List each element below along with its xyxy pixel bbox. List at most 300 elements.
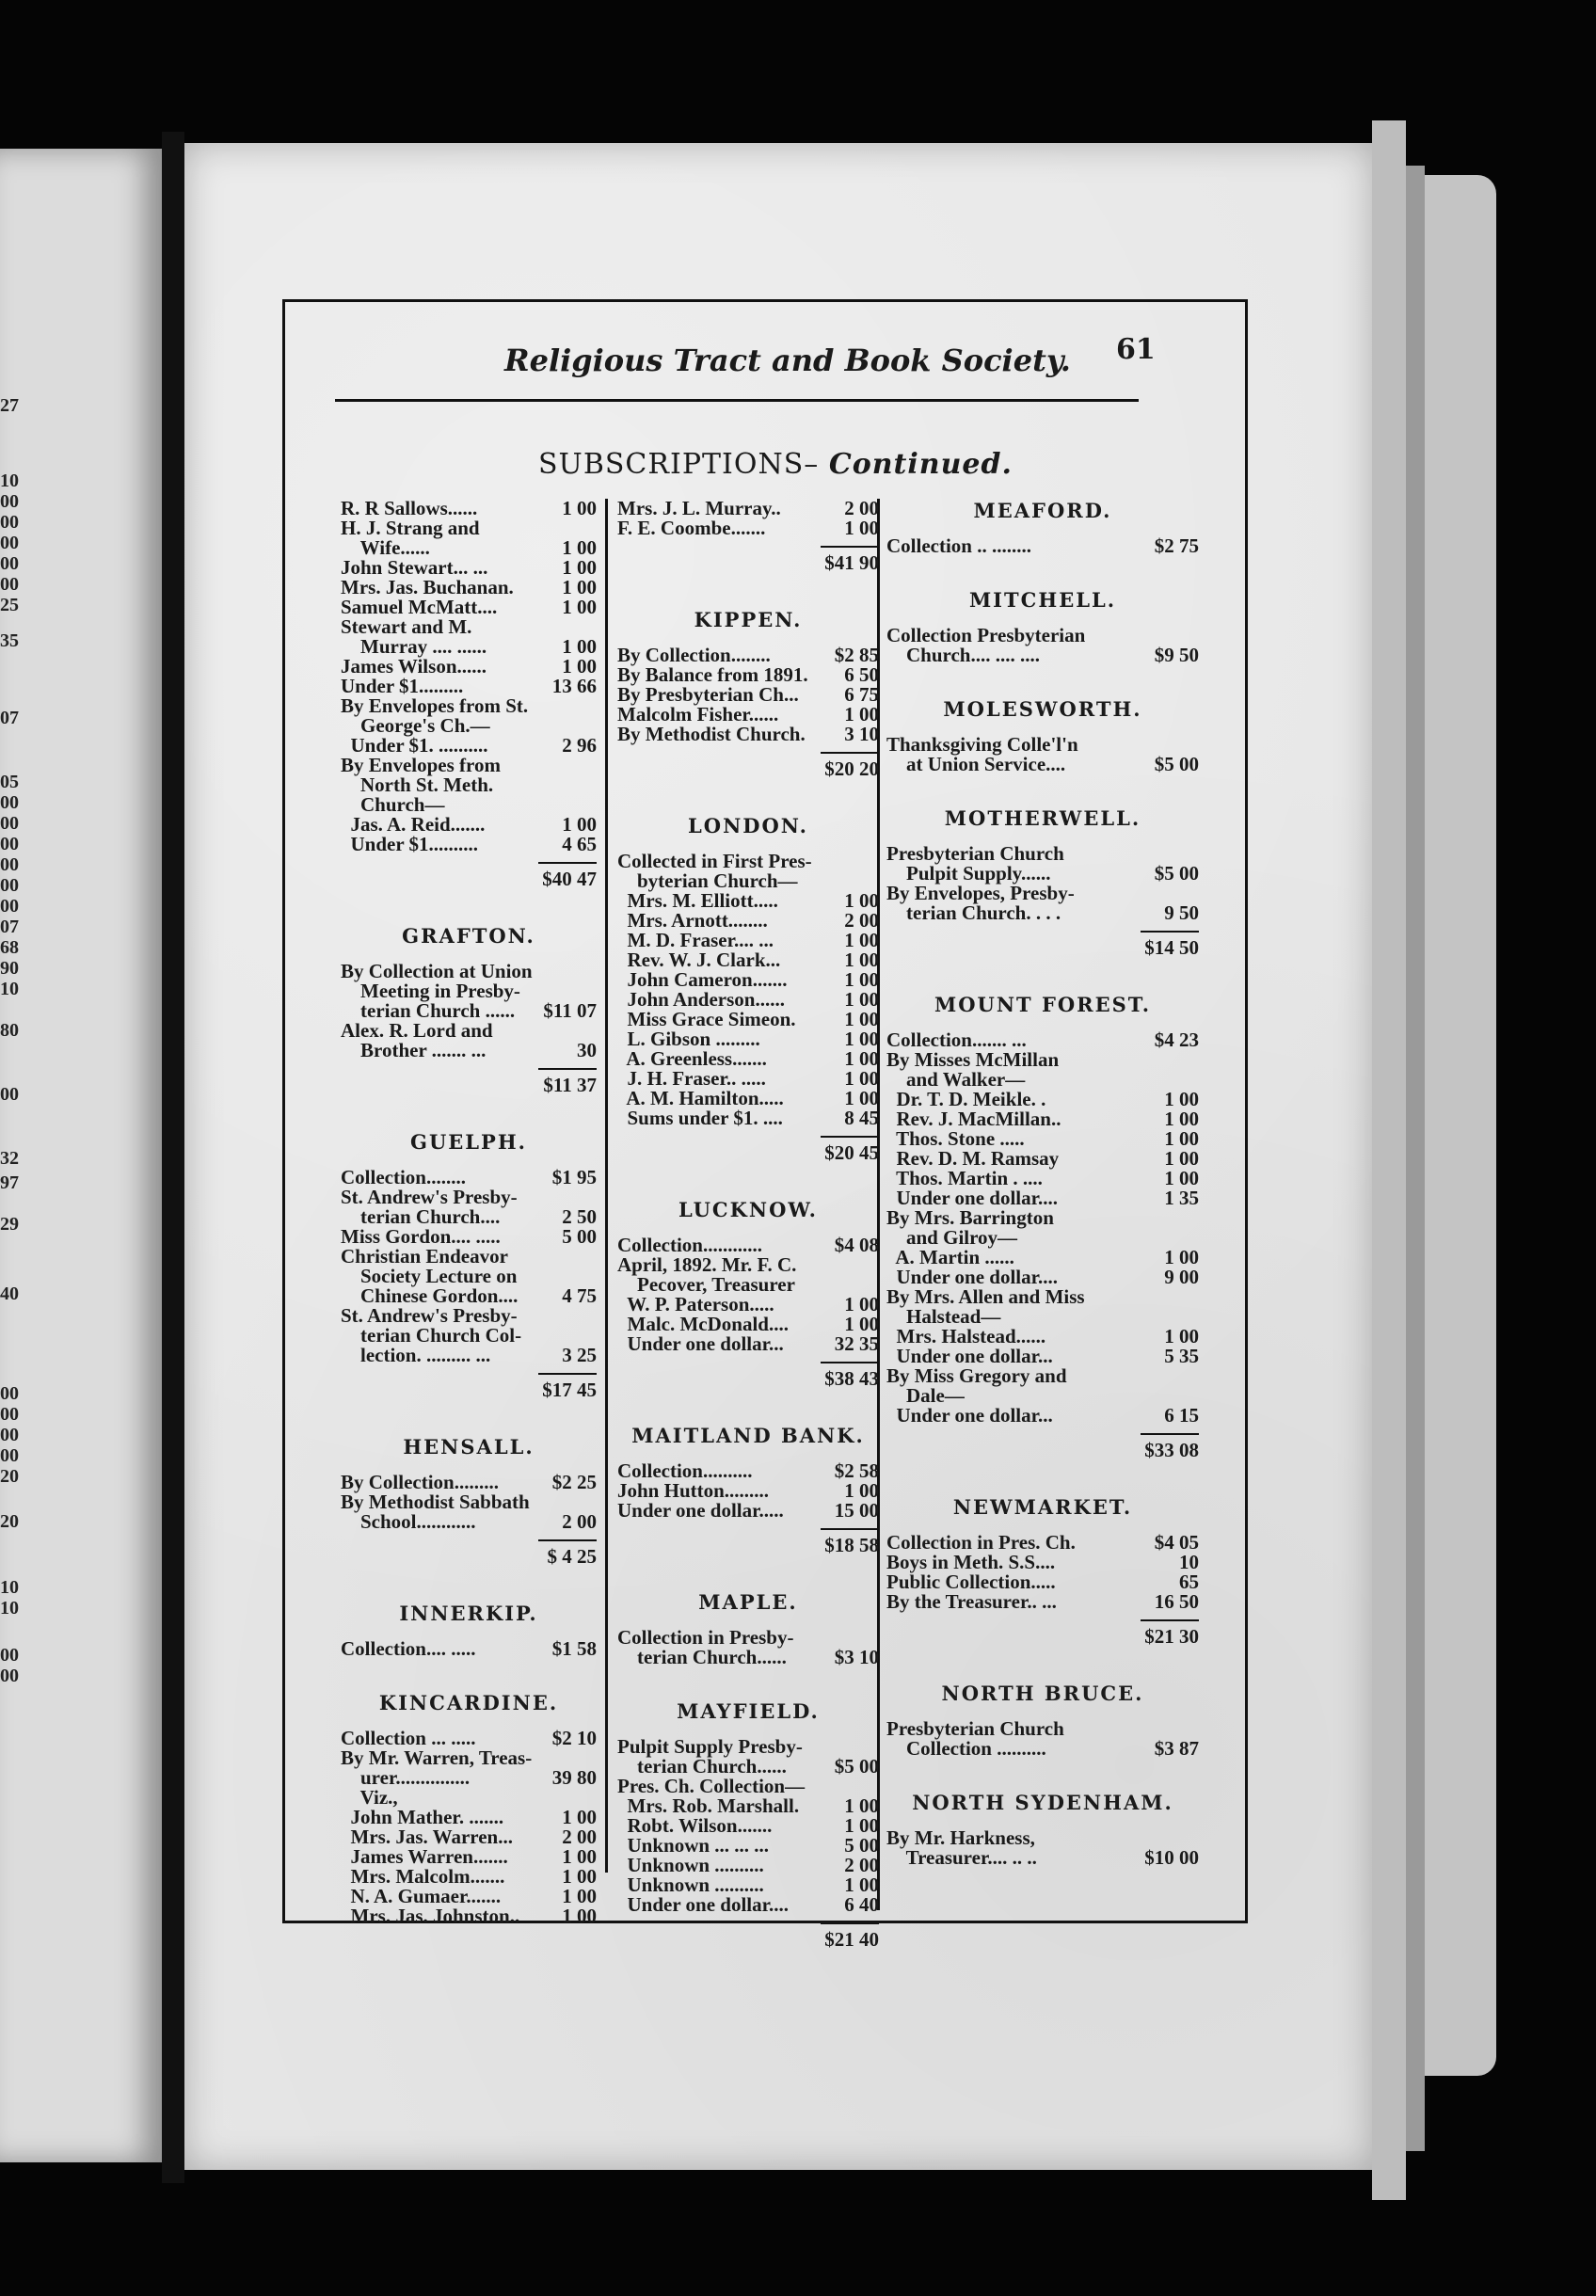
entry-name: H. J. Strang and — [341, 517, 480, 539]
entry-name: terian Church...... — [617, 1755, 787, 1778]
entry-name: Church.... .... .... — [886, 644, 1040, 666]
entry-name: Samuel McMatt.... — [341, 596, 498, 618]
entry-name: terian Church Col- — [341, 1324, 522, 1347]
total-amount: $14 50 — [1144, 936, 1199, 959]
place-heading: HENSALL. — [403, 1435, 535, 1459]
entry-name: terian Church ...... — [341, 999, 516, 1022]
entry-amount: 1 00 — [562, 813, 597, 836]
entry-row — [617, 1069, 879, 1089]
left-page-amount: 27 — [0, 395, 19, 416]
entry-name: N. A. Gumaer....... — [341, 1885, 502, 1907]
entry-row — [886, 646, 1199, 665]
entry-name: Miss Grace Simeon. — [617, 1008, 796, 1030]
entry-name: Under $1.......... — [341, 833, 479, 855]
entry-amount: 1 00 — [844, 1067, 879, 1090]
entry-amount: $4 08 — [834, 1234, 879, 1256]
entry-amount: 1 00 — [1164, 1127, 1199, 1150]
entry-name: urer............... — [341, 1766, 471, 1789]
entry-name: Boys in Meth. S.S.... — [886, 1551, 1056, 1573]
total-rule — [821, 1528, 879, 1530]
entry-row — [341, 578, 597, 598]
entry-row — [341, 1887, 597, 1906]
entry-name: Mrs. Rob. Marshall. — [617, 1794, 800, 1817]
entry-row — [617, 931, 879, 950]
entry-name: By Collection........ — [617, 644, 771, 666]
place-heading: KIPPEN. — [694, 608, 803, 631]
entry-name: Pecover, Treasurer — [617, 1273, 795, 1296]
entry-name: By Methodist Sabbath — [341, 1491, 530, 1513]
entry-amount: 1 00 — [844, 703, 879, 725]
total-amount: $17 45 — [542, 1379, 597, 1401]
total-rule — [538, 862, 597, 864]
entry-row — [341, 1346, 597, 1365]
entry-row — [341, 1286, 597, 1306]
subscriptions-column-1 — [341, 499, 597, 1926]
entry-name: Meeting in Presby- — [341, 980, 520, 1002]
entry-amount: $2 10 — [551, 1727, 597, 1749]
entry-name: lection. ......... ... — [341, 1344, 491, 1366]
entry-row — [341, 756, 597, 775]
entry-row — [617, 1481, 879, 1501]
place-heading: NORTH BRUCE. — [941, 1682, 1144, 1705]
block-total — [341, 1547, 597, 1570]
entry-row — [341, 538, 597, 558]
left-page-amount: 07 — [0, 917, 19, 937]
total-rule — [538, 1373, 597, 1375]
entry-row — [886, 1129, 1199, 1149]
entry-name: terian Church...... — [617, 1646, 787, 1668]
entry-amount: 3 10 — [844, 723, 879, 745]
entry-row — [886, 1406, 1199, 1426]
entry-row — [886, 1090, 1199, 1109]
entry-row — [341, 1639, 597, 1659]
entry-row — [886, 1848, 1199, 1868]
left-page-amount: 90 — [0, 958, 19, 979]
entry-name: Thos. Martin . .... — [886, 1167, 1043, 1189]
entry-amount: $2 75 — [1154, 534, 1199, 557]
entry-row — [886, 1169, 1199, 1188]
entry-amount: 1 00 — [1164, 1147, 1199, 1170]
entry-name: L. Gibson ......... — [617, 1028, 760, 1050]
entry-amount: 1 00 — [844, 988, 879, 1011]
entry-name: Miss Gordon.... ..... — [341, 1225, 501, 1248]
subscription-block — [341, 892, 597, 1098]
entry-amount: 5 35 — [1164, 1345, 1199, 1367]
left-page-amount: 00 — [0, 1084, 19, 1105]
total-amount: $ 4 25 — [547, 1545, 597, 1568]
entry-name: Dr. T. D. Meikle. . — [886, 1088, 1046, 1110]
entry-row — [341, 637, 597, 657]
entry-name: Collection Presbyterian — [886, 624, 1086, 646]
entry-amount: 8 45 — [844, 1107, 879, 1129]
book-spine — [162, 132, 184, 2183]
section-title — [538, 448, 1013, 481]
entry-amount: $2 85 — [834, 644, 879, 666]
entry-row — [886, 1828, 1199, 1848]
entry-row — [341, 716, 597, 736]
entry-amount: 1 00 — [562, 1885, 597, 1907]
subscription-block — [341, 1659, 597, 1926]
header-rule — [335, 399, 1139, 402]
entry-row — [617, 1796, 879, 1816]
total-amount: $21 30 — [1144, 1625, 1199, 1648]
entry-amount: $5 00 — [1154, 862, 1199, 885]
total-rule — [821, 1362, 879, 1363]
entry-name: Rev. W. J. Clark... — [617, 949, 781, 971]
entry-row — [617, 705, 879, 725]
entry-name: Alex. R. Lord and — [341, 1019, 493, 1042]
entry-row — [617, 1461, 879, 1481]
entry-row — [886, 1366, 1199, 1386]
left-page-amount: 00 — [0, 553, 19, 574]
entry-amount: 1 00 — [562, 1845, 597, 1868]
entry-row — [341, 696, 597, 716]
entry-amount: 1 00 — [844, 1873, 879, 1896]
left-page-amount: 07 — [0, 708, 19, 728]
total-amount: $11 37 — [543, 1074, 597, 1096]
entry-amount: 6 75 — [844, 683, 879, 706]
entry-name: By Mr. Harkness, — [886, 1826, 1035, 1849]
left-page-amount: 00 — [0, 875, 19, 896]
entry-name: Pulpit Supply...... — [886, 862, 1051, 885]
entry-row — [886, 755, 1199, 774]
entry-row — [341, 1906, 597, 1926]
entry-row — [341, 835, 597, 854]
place-heading: NORTH SYDENHAM. — [912, 1791, 1173, 1814]
entry-row — [341, 736, 597, 756]
entry-row — [341, 558, 597, 578]
entry-name: Malc. McDonald.... — [617, 1313, 789, 1335]
entry-name: Robt. Wilson....... — [617, 1814, 773, 1837]
entry-amount: 6 50 — [844, 663, 879, 686]
entry-row — [617, 1295, 879, 1315]
entry-row — [617, 1334, 879, 1354]
left-page-amount: 10 — [0, 470, 19, 491]
entry-amount: 10 — [1179, 1551, 1199, 1573]
entry-amount: 1 00 — [562, 497, 597, 519]
entry-amount: $3 10 — [834, 1646, 879, 1668]
left-page-amount: 00 — [0, 792, 19, 813]
left-page-amount: 35 — [0, 630, 19, 651]
entry-amount: 1 00 — [562, 1865, 597, 1888]
entry-row — [886, 626, 1199, 646]
subscription-block — [886, 1463, 1199, 1650]
entry-name: A. M. Hamilton..... — [617, 1087, 784, 1109]
entry-name: St. Andrew's Presby- — [341, 1304, 518, 1327]
entry-name: Unknown .......... — [617, 1854, 764, 1876]
entry-name: Pres. Ch. Collection— — [617, 1775, 806, 1797]
entry-row — [617, 1836, 879, 1856]
entry-row — [886, 1149, 1199, 1169]
entry-amount: 39 80 — [551, 1766, 597, 1789]
block-total — [617, 1930, 879, 1953]
entry-name: Collection ... ..... — [341, 1727, 476, 1749]
entry-amount: 1 00 — [562, 1905, 597, 1927]
entry-name: April, 1892. Mr. F. C. — [617, 1253, 797, 1276]
subscription-block — [886, 499, 1199, 556]
subscription-block — [617, 576, 879, 782]
entry-amount: 2 00 — [562, 1826, 597, 1848]
entry-amount: $1 58 — [551, 1637, 597, 1660]
entry-row — [617, 1737, 879, 1757]
entry-amount: 2 00 — [844, 909, 879, 932]
left-page-amount: 00 — [0, 1445, 19, 1466]
entry-row — [341, 1788, 597, 1808]
entry-name: Mrs. Jas. Buchanan. — [341, 576, 514, 598]
entry-amount: 9 00 — [1164, 1266, 1199, 1288]
entry-amount: 1 00 — [562, 556, 597, 579]
place-heading: INNERKIP. — [399, 1602, 538, 1625]
entry-row — [886, 1287, 1199, 1307]
left-page-amount: 00 — [0, 574, 19, 595]
entry-row — [886, 1719, 1199, 1739]
entry-row — [341, 1001, 597, 1021]
entry-name: Under one dollar.... — [617, 1893, 790, 1916]
entry-row — [617, 891, 879, 911]
entry-name: John Anderson...... — [617, 988, 785, 1011]
entry-amount: 5 00 — [844, 1834, 879, 1857]
entry-name: Wife...... — [341, 536, 430, 559]
entry-name: Mrs. Jas. Johnston.. — [341, 1905, 520, 1927]
entry-row — [341, 598, 597, 617]
entry-name: Collection in Presby- — [617, 1626, 794, 1649]
total-rule — [1141, 931, 1199, 933]
total-rule — [538, 1539, 597, 1541]
entry-name: Collection............ — [617, 1234, 762, 1256]
left-page-amount: 20 — [0, 1511, 19, 1532]
entry-name: A. Greenless....... — [617, 1047, 767, 1070]
entry-name: By Envelopes, Presby- — [886, 882, 1075, 904]
entry-row — [617, 1648, 879, 1667]
left-page-amount: 00 — [0, 1425, 19, 1445]
entry-amount: 65 — [1179, 1571, 1199, 1593]
entry-name: Pulpit Supply Presby- — [617, 1735, 803, 1758]
entry-row — [341, 1748, 597, 1768]
entry-row — [886, 735, 1199, 755]
entry-amount: 15 00 — [834, 1499, 879, 1522]
total-rule — [821, 546, 879, 548]
entry-row — [617, 990, 879, 1010]
entry-amount: 1 00 — [844, 1313, 879, 1335]
entry-row — [341, 657, 597, 677]
entry-row — [617, 1816, 879, 1836]
entry-row — [617, 518, 879, 538]
page-number: 61 — [1116, 333, 1156, 366]
section-continued: Continued. — [828, 448, 1013, 481]
entry-amount: 6 15 — [1164, 1404, 1199, 1427]
total-rule — [538, 1068, 597, 1070]
total-amount: $21 40 — [824, 1928, 879, 1951]
subscription-block — [341, 499, 597, 892]
entry-name: Mrs. M. Elliott..... — [617, 889, 778, 912]
entry-name: Presbyterian Church — [886, 1717, 1064, 1740]
subscriptions-column-2 — [617, 499, 879, 1953]
entry-amount: 1 35 — [1164, 1187, 1199, 1209]
entry-name: Rev. J. MacMillan.. — [886, 1108, 1061, 1130]
entry-name: byterian Church— — [617, 869, 798, 892]
entry-name: Under one dollar... — [886, 1404, 1053, 1427]
place-heading: MAITLAND BANK. — [631, 1424, 865, 1447]
left-page-amount: 40 — [0, 1284, 19, 1304]
entry-row — [617, 499, 879, 518]
entry-row — [341, 677, 597, 696]
entry-row — [617, 646, 879, 665]
running-title: Religious Tract and Book Society. — [504, 343, 1071, 378]
entry-name: Public Collection..... — [886, 1571, 1056, 1593]
entry-amount: 1 00 — [844, 949, 879, 971]
entry-row — [886, 1109, 1199, 1129]
entry-name: Mrs. Halstead...... — [886, 1325, 1046, 1347]
entry-amount: 4 65 — [562, 833, 597, 855]
entry-name: F. E. Coombe....... — [617, 517, 766, 539]
entry-name: John Stewart... ... — [341, 556, 488, 579]
entry-amount: 2 96 — [562, 734, 597, 757]
total-rule — [821, 1922, 879, 1924]
entry-name: Mrs. J. L. Murray.. — [617, 497, 781, 519]
entry-amount: 5 00 — [562, 1225, 597, 1248]
entry-amount: 1 00 — [844, 1047, 879, 1070]
entry-name: terian Church.... — [341, 1205, 501, 1228]
total-amount: $41 90 — [824, 551, 879, 574]
entry-amount: $11 07 — [543, 999, 597, 1022]
entry-amount: 30 — [577, 1039, 597, 1061]
place-heading: LUCKNOW. — [678, 1198, 818, 1221]
entry-row — [617, 665, 879, 685]
entry-row — [341, 1247, 597, 1267]
entry-row — [617, 1029, 879, 1049]
entry-row — [886, 864, 1199, 884]
subscription-block — [617, 782, 879, 1166]
entry-name: Brother ....... ... — [341, 1039, 487, 1061]
entry-row — [341, 815, 597, 835]
entry-name: Church— — [341, 793, 445, 816]
entry-row — [886, 1050, 1199, 1070]
entry-row — [617, 1315, 879, 1334]
entry-row — [886, 1386, 1199, 1406]
subscription-block — [341, 1098, 597, 1403]
entry-row — [341, 1188, 597, 1207]
subscription-block — [886, 961, 1199, 1463]
entry-amount: 1 00 — [844, 1008, 879, 1030]
entry-amount: 6 40 — [844, 1893, 879, 1916]
entry-row — [341, 1867, 597, 1887]
entry-name: W. P. Paterson..... — [617, 1293, 774, 1315]
entry-amount: $9 50 — [1154, 644, 1199, 666]
entry-name: George's Ch.— — [341, 714, 490, 737]
subscription-block — [617, 1392, 879, 1558]
entry-row — [617, 1010, 879, 1029]
entry-row — [886, 1188, 1199, 1208]
place-heading: MAPLE. — [698, 1590, 798, 1614]
entry-name: By Collection at Union — [341, 960, 533, 982]
entry-amount: 2 50 — [562, 1205, 597, 1228]
entry-name: Presbyterian Church — [886, 842, 1064, 865]
block-total — [886, 1441, 1199, 1463]
entry-name: J. H. Fraser.. ..... — [617, 1067, 766, 1090]
entry-amount: 1 00 — [562, 655, 597, 678]
entry-row — [617, 911, 879, 931]
page-edge — [1372, 120, 1406, 2200]
entry-row — [886, 903, 1199, 923]
entry-name: Under one dollar... — [886, 1345, 1053, 1367]
column-divider — [605, 499, 608, 1873]
entry-row — [617, 685, 879, 705]
entry-amount: 1 00 — [562, 596, 597, 618]
entry-name: Chinese Gordon.... — [341, 1284, 519, 1307]
entry-amount: 1 00 — [1164, 1088, 1199, 1110]
place-heading: KINCARDINE. — [378, 1691, 559, 1714]
total-rule — [821, 752, 879, 754]
entry-name: Under one dollar... — [617, 1332, 784, 1355]
entry-row — [341, 1306, 597, 1326]
block-total — [617, 759, 879, 782]
entry-row — [617, 1895, 879, 1915]
block-total — [617, 1369, 879, 1392]
place-heading: GUELPH. — [410, 1130, 527, 1154]
book-cover-edge — [1425, 175, 1496, 2076]
entry-amount: 32 35 — [834, 1332, 879, 1355]
entry-name: By Collection......... — [341, 1471, 499, 1493]
entry-name: Mrs. Malcolm....... — [341, 1865, 505, 1888]
entry-row — [341, 1492, 597, 1512]
entry-row — [886, 1248, 1199, 1268]
entry-amount: $3 87 — [1154, 1737, 1199, 1760]
entry-amount: 1 00 — [844, 1794, 879, 1817]
entry-name: Viz., — [341, 1786, 398, 1809]
left-page-amount: 00 — [0, 813, 19, 834]
entry-amount: 1 00 — [844, 1028, 879, 1050]
place-heading: GRAFTON. — [402, 924, 535, 948]
place-heading: MOUNT FOREST. — [934, 993, 1152, 1016]
entry-name: John Mather. ....... — [341, 1806, 504, 1828]
entry-name: Jas. A. Reid....... — [341, 813, 486, 836]
entry-row — [617, 970, 879, 990]
total-amount: $33 08 — [1144, 1439, 1199, 1461]
total-rule — [1141, 1619, 1199, 1621]
entry-row — [617, 950, 879, 970]
total-rule — [1141, 1433, 1199, 1435]
entry-row — [886, 1208, 1199, 1228]
entry-name: Sums under $1. .... — [617, 1107, 783, 1129]
entry-amount: 1 00 — [844, 1479, 879, 1502]
left-page-amount: 00 — [0, 512, 19, 533]
entry-row — [341, 1267, 597, 1286]
entry-amount: $4 05 — [1154, 1531, 1199, 1554]
entry-row — [341, 617, 597, 637]
left-page-amount: 10 — [0, 1598, 19, 1618]
entry-row — [341, 1326, 597, 1346]
entry-row — [886, 1592, 1199, 1612]
left-page-amount: 10 — [0, 1577, 19, 1598]
left-page-amount: 00 — [0, 854, 19, 875]
entry-amount: 4 75 — [562, 1284, 597, 1307]
place-heading: MEAFORD. — [973, 499, 1112, 522]
entry-row — [886, 1533, 1199, 1553]
entry-amount: 1 00 — [844, 517, 879, 539]
entry-row — [617, 1777, 879, 1796]
total-amount: $20 20 — [824, 757, 879, 780]
entry-amount: 2 00 — [562, 1510, 597, 1533]
entry-name: Unknown ... ... ... — [617, 1834, 770, 1857]
entry-row — [886, 1327, 1199, 1347]
entry-name: Christian Endeavor — [341, 1245, 508, 1268]
entry-amount: $1 95 — [551, 1166, 597, 1188]
subscription-block — [617, 1667, 879, 1953]
entry-row — [617, 1875, 879, 1895]
entry-row — [617, 1255, 879, 1275]
total-amount: $20 45 — [824, 1141, 879, 1164]
entry-row — [617, 1049, 879, 1069]
